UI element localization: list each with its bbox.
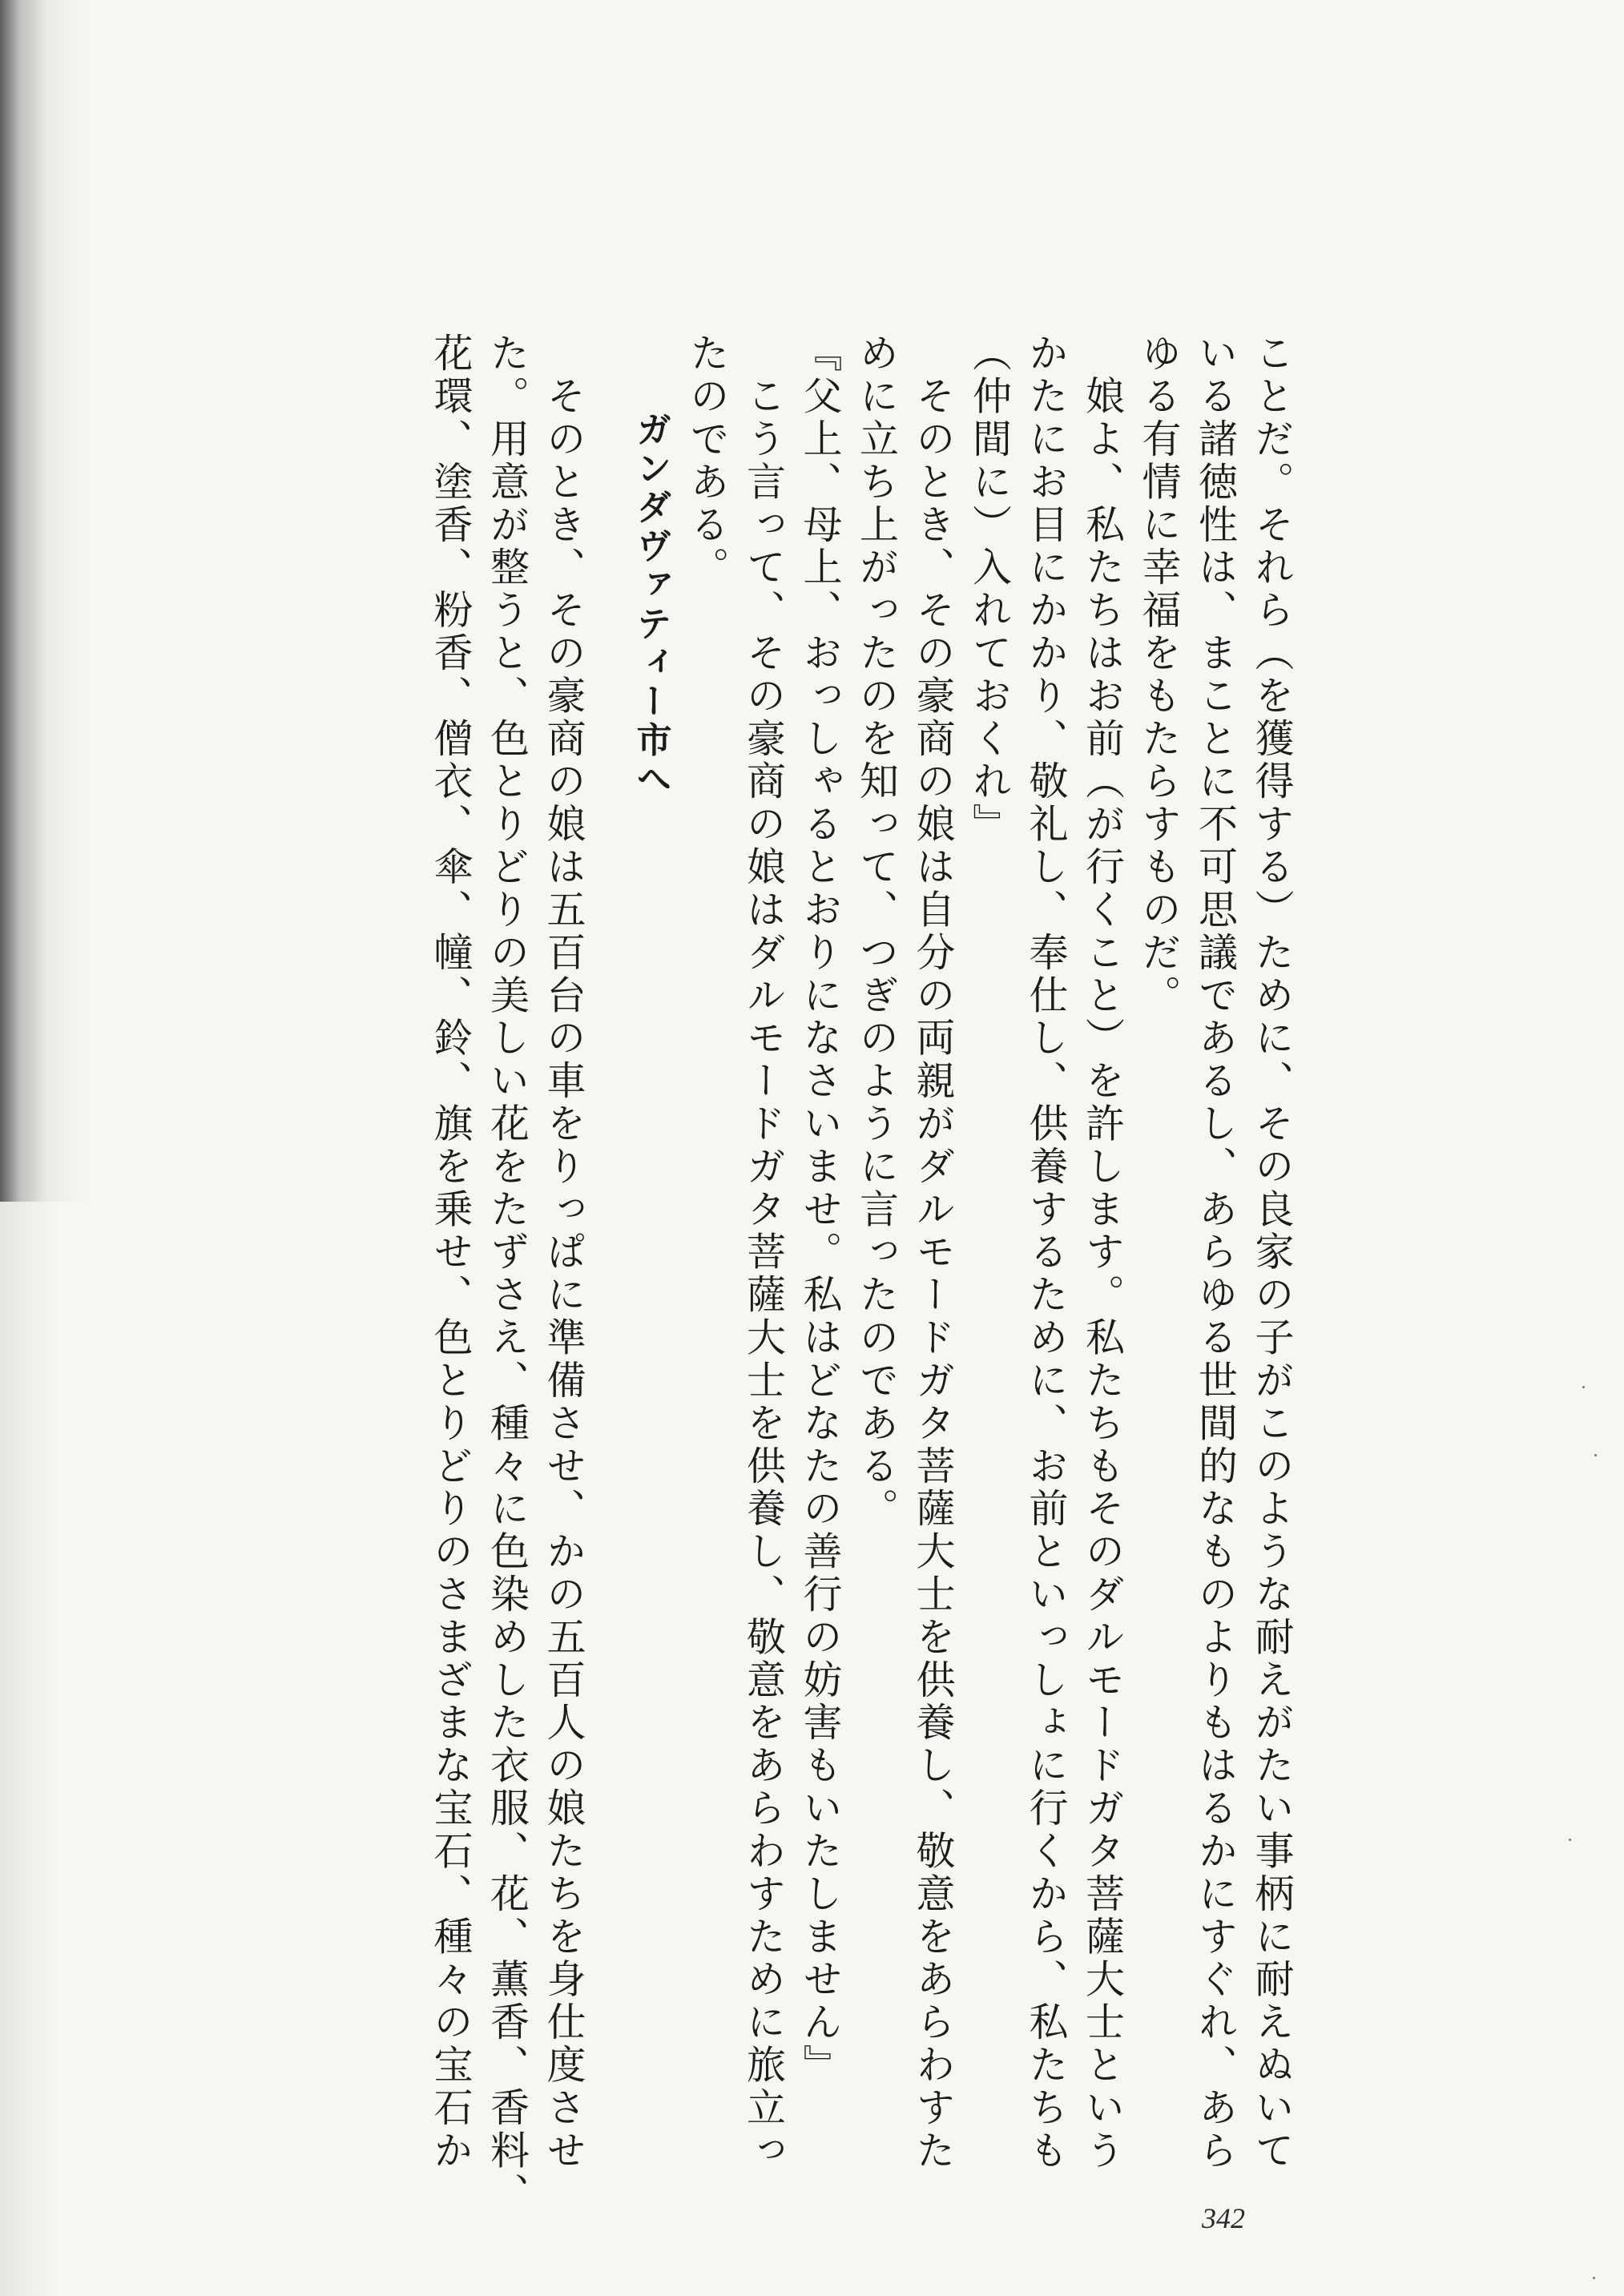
text-line-9: 『父上、母上、おっしゃるとおりになさいませ。私はどなたの善行の妨害もいたしません』 [797,332,843,2087]
page-number: 342 [1202,2202,1245,2234]
text-line-11: たのである。 [684,332,730,590]
scan-speck [1593,2277,1595,2279]
text-line-2: いる諸徳性は、まことに不可思議であるし、あらゆる世間的なものよりもはるかにすぐれ、あら [1192,332,1239,2173]
text-line-7: そのとき、その豪商の娘は自分の両親がダルモードガタ菩薩大士を供養し、敬意をあらわすた [910,332,956,2173]
text-line-6: （仲間に）入れておくれ』 [966,332,1013,846]
scan-shadow-left [0,1202,56,2296]
text-line-1: ことだ。それら（を獲得する）ために、その良家の子がこのような耐えがたい事柄に耐えぬいて [1249,332,1295,2173]
section-heading: ガンダヴァティー市へ [630,411,671,800]
scan-shadow-top-left [0,0,88,1202]
text-line-8: めに立ち上がったのを知って、つぎのように言ったのである。 [853,332,900,1531]
text-line-10: こう言って、その豪商の娘はダルモードガタ菩薩大士を供養し、敬意をあらわすために旅立っ [740,332,787,2173]
text-line-3: ゆる有情に幸福をもたらすものだ。 [1136,332,1182,1017]
scan-speck [1569,1839,1571,1841]
text-line-5: かたにお目にかかり、敬礼し、奉仕し、供養するために、お前といっしょに行くから、私たちも [1023,332,1069,2173]
text-line-13: た。用意が整うと、色とりどりの美しい花をたずさえ、種々に色染めした衣服、花、薫香、香料、 [484,332,530,2216]
vertical-text-body [226,332,1300,2216]
scan-speck [1582,1386,1585,1388]
text-line-12: そのとき、その豪商の娘は五百台の車をりっぱに準備させ、かの五百人の娘たちを身仕度させ [541,332,586,2173]
text-line-14: 花環、塗香、粉香、僧衣、傘、幢、鈴、旗を乗せ、色とりどりのさまざまな宝石、種々の宝石か [428,332,473,2173]
scan-speck [1594,1454,1597,1456]
text-line-4: 娘よ、私たちはお前（が行くこと）を許します。私たちもそのダルモードガタ菩薩大士という [1079,332,1126,2173]
